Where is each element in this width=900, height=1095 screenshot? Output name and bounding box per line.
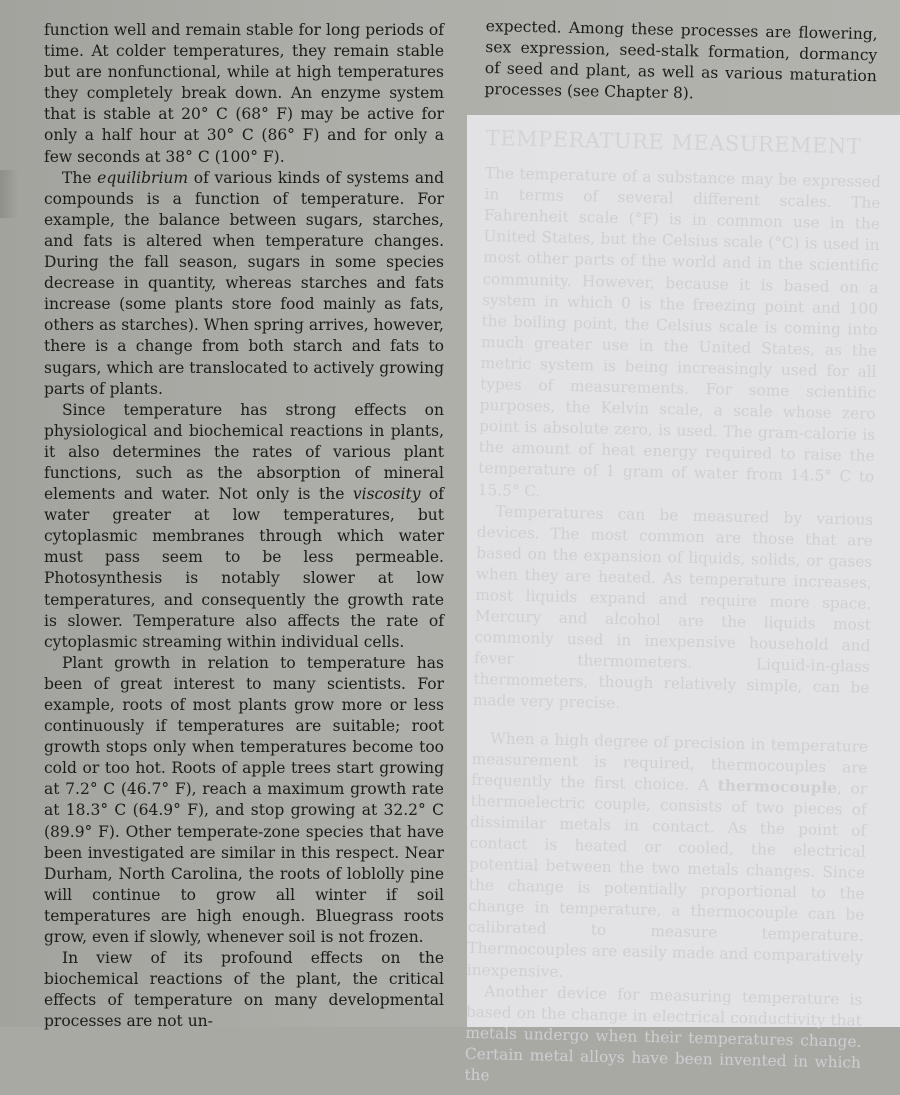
- paragraph-thermometers: Temperatures can be measured by various devices. The most common are those that are based on the expansion of liquids, solids, or gases when they are heated. As temperature increases, most liquids expand and require more space. Mercury and alcohol are the liquids most commonly used in inexpensive household and fever thermometers. Liquid-in-glass thermometers, though relatively simple, can be made very precise.: [472, 501, 874, 713]
- paragraph-physiological-effects: Since temperature has strong effects on physiological and biochemical reactions in plants, it also determines the rates of various plant functions, such as the absorption of mineral elements and water. Not only is the viscosity of water greater at low temperatures, but cytoplasmic membranes through which water must pass seem to be less permeable. Photosynthesis is notably slower at low temperatures, and consequently the growth rate is slower. Temperature also affects the rate of cytoplasmic streaming within individual cells.: [44, 400, 445, 651]
- right-column-faded: [464, 128, 882, 1095]
- page-edge-shadow: [0, 170, 18, 218]
- left-text-column: [44, 20, 444, 1033]
- paragraph-thermocouples: When a high degree of precision in temperature measurement is required, thermocouples are frequently the first choice. A thermocouple, or thermoelectric couple, consists of two pieces of dissimilar metals in contact. As the point of contact is heated or cooled, the electrical potential between the two metals changes. Since the change is potentially proportional to the change in temperature, a thermocouple can be calibrated to measure temperature. Thermocouples are easily made and comparatively inexpensive.: [466, 728, 869, 981]
- section-heading: TEMPERATURE MEASUREMENT: [485, 126, 862, 159]
- paragraph-equilibrium: The equilibrium of various kinds of systems and compounds is a function of temperature. For example, the balance between sugars, starches, and fats is altered when temperature changes. During the fall season, sugars in some species decrease in quantity, whereas starches and fats increase (some plants store food mainly as fats, others as starches). When spring arrives, however, there is a change from both starch and fats to sugars, which are translocated to actively growing parts of plants.: [44, 168, 444, 398]
- term-viscosity: viscosity: [352, 485, 421, 504]
- paragraph-continuation: expected. Among these processes are flowering, sex expression, seed-stalk formation, dormancy of seed and plant, as well as various maturation processes (see Chapter 8).: [484, 16, 878, 103]
- paragraph-electrical-conductivity: Another device for measuring temperature is based on the change in electrical conductivity that metals undergo when their temperatures change. Certain metal alloys have been invented in which the: [464, 981, 863, 1085]
- paragraph-developmental-processes: In view of its profound effects on the biochemical reactions of the plant, the critical effects of temperature on many developmental processes are not un-: [44, 949, 444, 1031]
- term-thermocouple: thermocouple: [717, 776, 838, 797]
- paragraph-temperature-scales: The temperature of a substance may be expressed in terms of several different scales. The Fahrenheit scale (°F) is in common use in the United States, but the Celsius scale (°C) is used in most other parts of the world and in the scientific community. However, because it is based on a system in which 0 is the freezing point and 100 the boiling point, the Celsius scale is coming into much greater use in the United States, as the metric system is being increasingly used for all types of measurements. For some scientific purposes, the Kelvin scale, a scale whose zero point is absolute zero, is used. The gram-calorie is the amount of heat energy required to raise the temperature of 1 gram of water from 14.5° C to 15.5° C.: [477, 164, 882, 500]
- paragraph-enzyme-stability: function well and remain stable for long periods of time. At colder temperatures, they remain stable but are nonfunctional, while at high temperatures they completely break down. An enzyme system that is stable at 20° C (68° F) may be active for only a half hour at 30° C (86° F) and for only a few seconds at 38° C (100° F).: [44, 21, 444, 166]
- right-column-top: [484, 16, 878, 109]
- term-equilibrium: equilibrium: [97, 168, 189, 187]
- paragraph-root-growth: Plant growth in relation to temperature has been of great interest to many scientists. For example, roots of most plants grow more or less continuously if temperatures are suitable; root growth stops only when temperatures become too cold or too hot. Roots of apple trees start growing at 7.2° C (46.7° F), reach a maximum growth rate at 18.3° C (64.9° F), and stop growing at 32.2° C (89.9° F). Other temperate-zone species that have been investigated are similar in this respect. Near Durham, North Carolina, the roots of loblolly pine will continue to grow all winter if soil temperatures are high enough. Bluegrass roots grow, even if slowly, whenever soil is not frozen.: [44, 653, 444, 947]
